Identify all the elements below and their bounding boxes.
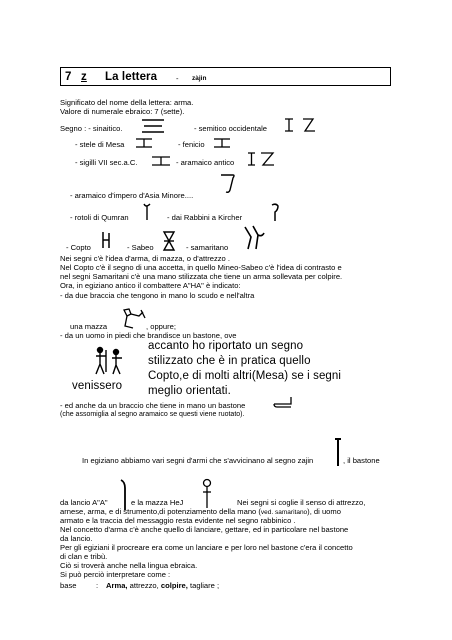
para1-line-5: - da due braccia che tengono in mano lo scudo e nell'altra [60, 291, 255, 300]
para2-line-7: di clan e tribù. [60, 552, 108, 561]
letter-title: La lettera [105, 71, 158, 83]
semitic-west-glyph-icon [283, 117, 317, 133]
para2-b: e la mazza HeJ [131, 498, 184, 507]
para1-line-2: Nel Copto c'è il segno di una accetta, in quello Mineo-Sabeo c'è l'idea di contrasto e [60, 263, 342, 272]
para1-line-3: nel segni Samaritani c'è una mano stilizzata che tiene un arma sollevata per colpire. [60, 272, 343, 281]
mesa-glyph-icon [134, 137, 154, 149]
para2-line-3: armato e la traccia del messaggio resta evidente nel segno rabbinico . [60, 516, 296, 525]
rabbis-glyph-icon [268, 202, 282, 224]
script-coptic-label: - Copto [66, 243, 91, 252]
script-phoenician-label: - fenicio [178, 140, 205, 149]
script-semitic-west-label: - semitico occidentale [194, 124, 268, 133]
para2-line-9: Si può perciò interpretare come : [60, 570, 171, 579]
intro-meaning: Significato del nome della lettera: arma. [60, 98, 194, 107]
para2-line-5: da lancio. [60, 534, 93, 543]
arm-line-1: - ed anche da un braccio che tiene in mano un bastone [60, 401, 246, 410]
phoenician-glyph-icon [212, 137, 232, 149]
para1-line-1: Nei segni c'è l'idea d'arma, di mazza, o d'attrezzo . [60, 254, 230, 263]
para2-line-2a: arnese, arma, e di strumento,di potenziamento della mano ( [60, 507, 261, 516]
big-note-line-2: stilizzato che è in pratica quello [148, 355, 311, 367]
para1-line-4: Ora, in egiziano antico il combattere A"HA" è indicato: [60, 281, 241, 290]
para2-c: Nei segni si coglie il senso di attrezzo, [237, 498, 366, 507]
intro-numeral: Valore di numerale ebraico: 7 (sette). [60, 107, 185, 116]
aramaic-imperial-glyph-icon [218, 172, 238, 194]
script-mesa-label: - stele di Mesa [75, 140, 125, 149]
big-note-line-3: Copto,e di molti altri(Mesa) se i segni [148, 370, 342, 382]
base-word-colpire: colpire, [160, 581, 188, 590]
arm-line-2: (che assomiglia al segno aramaico se questi viene ruotato). [60, 411, 245, 418]
para2-line-2b: ), di uomo [307, 507, 341, 516]
qumran-glyph-icon [140, 202, 154, 222]
siloam-glyph-icon [150, 155, 172, 167]
para2-line-2-small: ved. samaritano [260, 509, 308, 516]
letter-glyph: z [81, 71, 87, 83]
letter-number: 7 [65, 71, 72, 83]
aramaic-old-glyph-icon [246, 151, 276, 167]
script-rabbis-label: - dai Rabbini a Kircher [167, 213, 243, 222]
letter-header-box [60, 67, 391, 86]
sinaitic-glyph-icon [140, 118, 166, 134]
base-word-arma: Arma, [106, 581, 128, 590]
script-sabaean-label: - Sabeo [127, 243, 154, 252]
base-word-attrezzo: attrezzo, [127, 581, 161, 590]
para2-line-6: Per gli egiziani il procreare era come un lanciare e per loro nel bastone c'era il concetto [60, 543, 353, 552]
mace-line-before: una mazza [70, 322, 108, 331]
coptic-glyph-icon [100, 230, 114, 250]
para2-a: da lancio A"A" [60, 498, 108, 507]
big-note-line-1: accanto ho riportato un segno [148, 340, 304, 352]
mace-hedj-hieroglyph-icon [200, 478, 214, 510]
mace-line-after: , oppure; [146, 322, 176, 331]
big-note-prefix: venissero [72, 380, 123, 392]
script-aramaic-old-label: - aramaico antico [176, 158, 235, 167]
para2-line-8: Ciò si troverà anche nella lingua ebraica. [60, 561, 198, 570]
script-samaritan-label: - samaritano [186, 243, 229, 252]
para2-line-4: Nel concetto d'arma c'è anche quello di lanciare, gettare, ed in particolare nel bastone [60, 525, 349, 534]
base-words [106, 581, 219, 590]
sabaean-glyph-icon [162, 230, 176, 252]
samaritan-glyph-icon [242, 223, 268, 253]
base-label: base [60, 581, 77, 590]
big-note-line-4: meglio orientati. [148, 385, 231, 397]
base-colon: : [96, 581, 99, 590]
base-word-tagliare: tagliare ; [187, 581, 220, 590]
man-line: - da un uomo in piedi che brandisce un bastone, ove [60, 331, 237, 340]
header-dash: - [176, 74, 179, 83]
arms-mace-hieroglyph-icon [121, 306, 147, 330]
arm-with-stick-hieroglyph-icon [273, 395, 295, 409]
letter-name: zàjin [192, 75, 207, 82]
man-with-staff-hieroglyph-icon [93, 346, 125, 376]
script-aramaic-imperial-label: - aramaico d'impero d'Asia Minore.... [70, 191, 194, 200]
script-siloam-label: - sigilli VII sec.a.C. [75, 158, 138, 167]
egypt-line-before: In egiziano abbiamo vari segni d'armi che s'avvicinano al segno zajin [82, 456, 314, 465]
egypt-line-after: , il bastone [343, 456, 380, 465]
script-qumran-label: - rotoli di Qumran [70, 213, 129, 222]
script-sinaitic-label: Segno : - sinaitico. [60, 124, 123, 133]
